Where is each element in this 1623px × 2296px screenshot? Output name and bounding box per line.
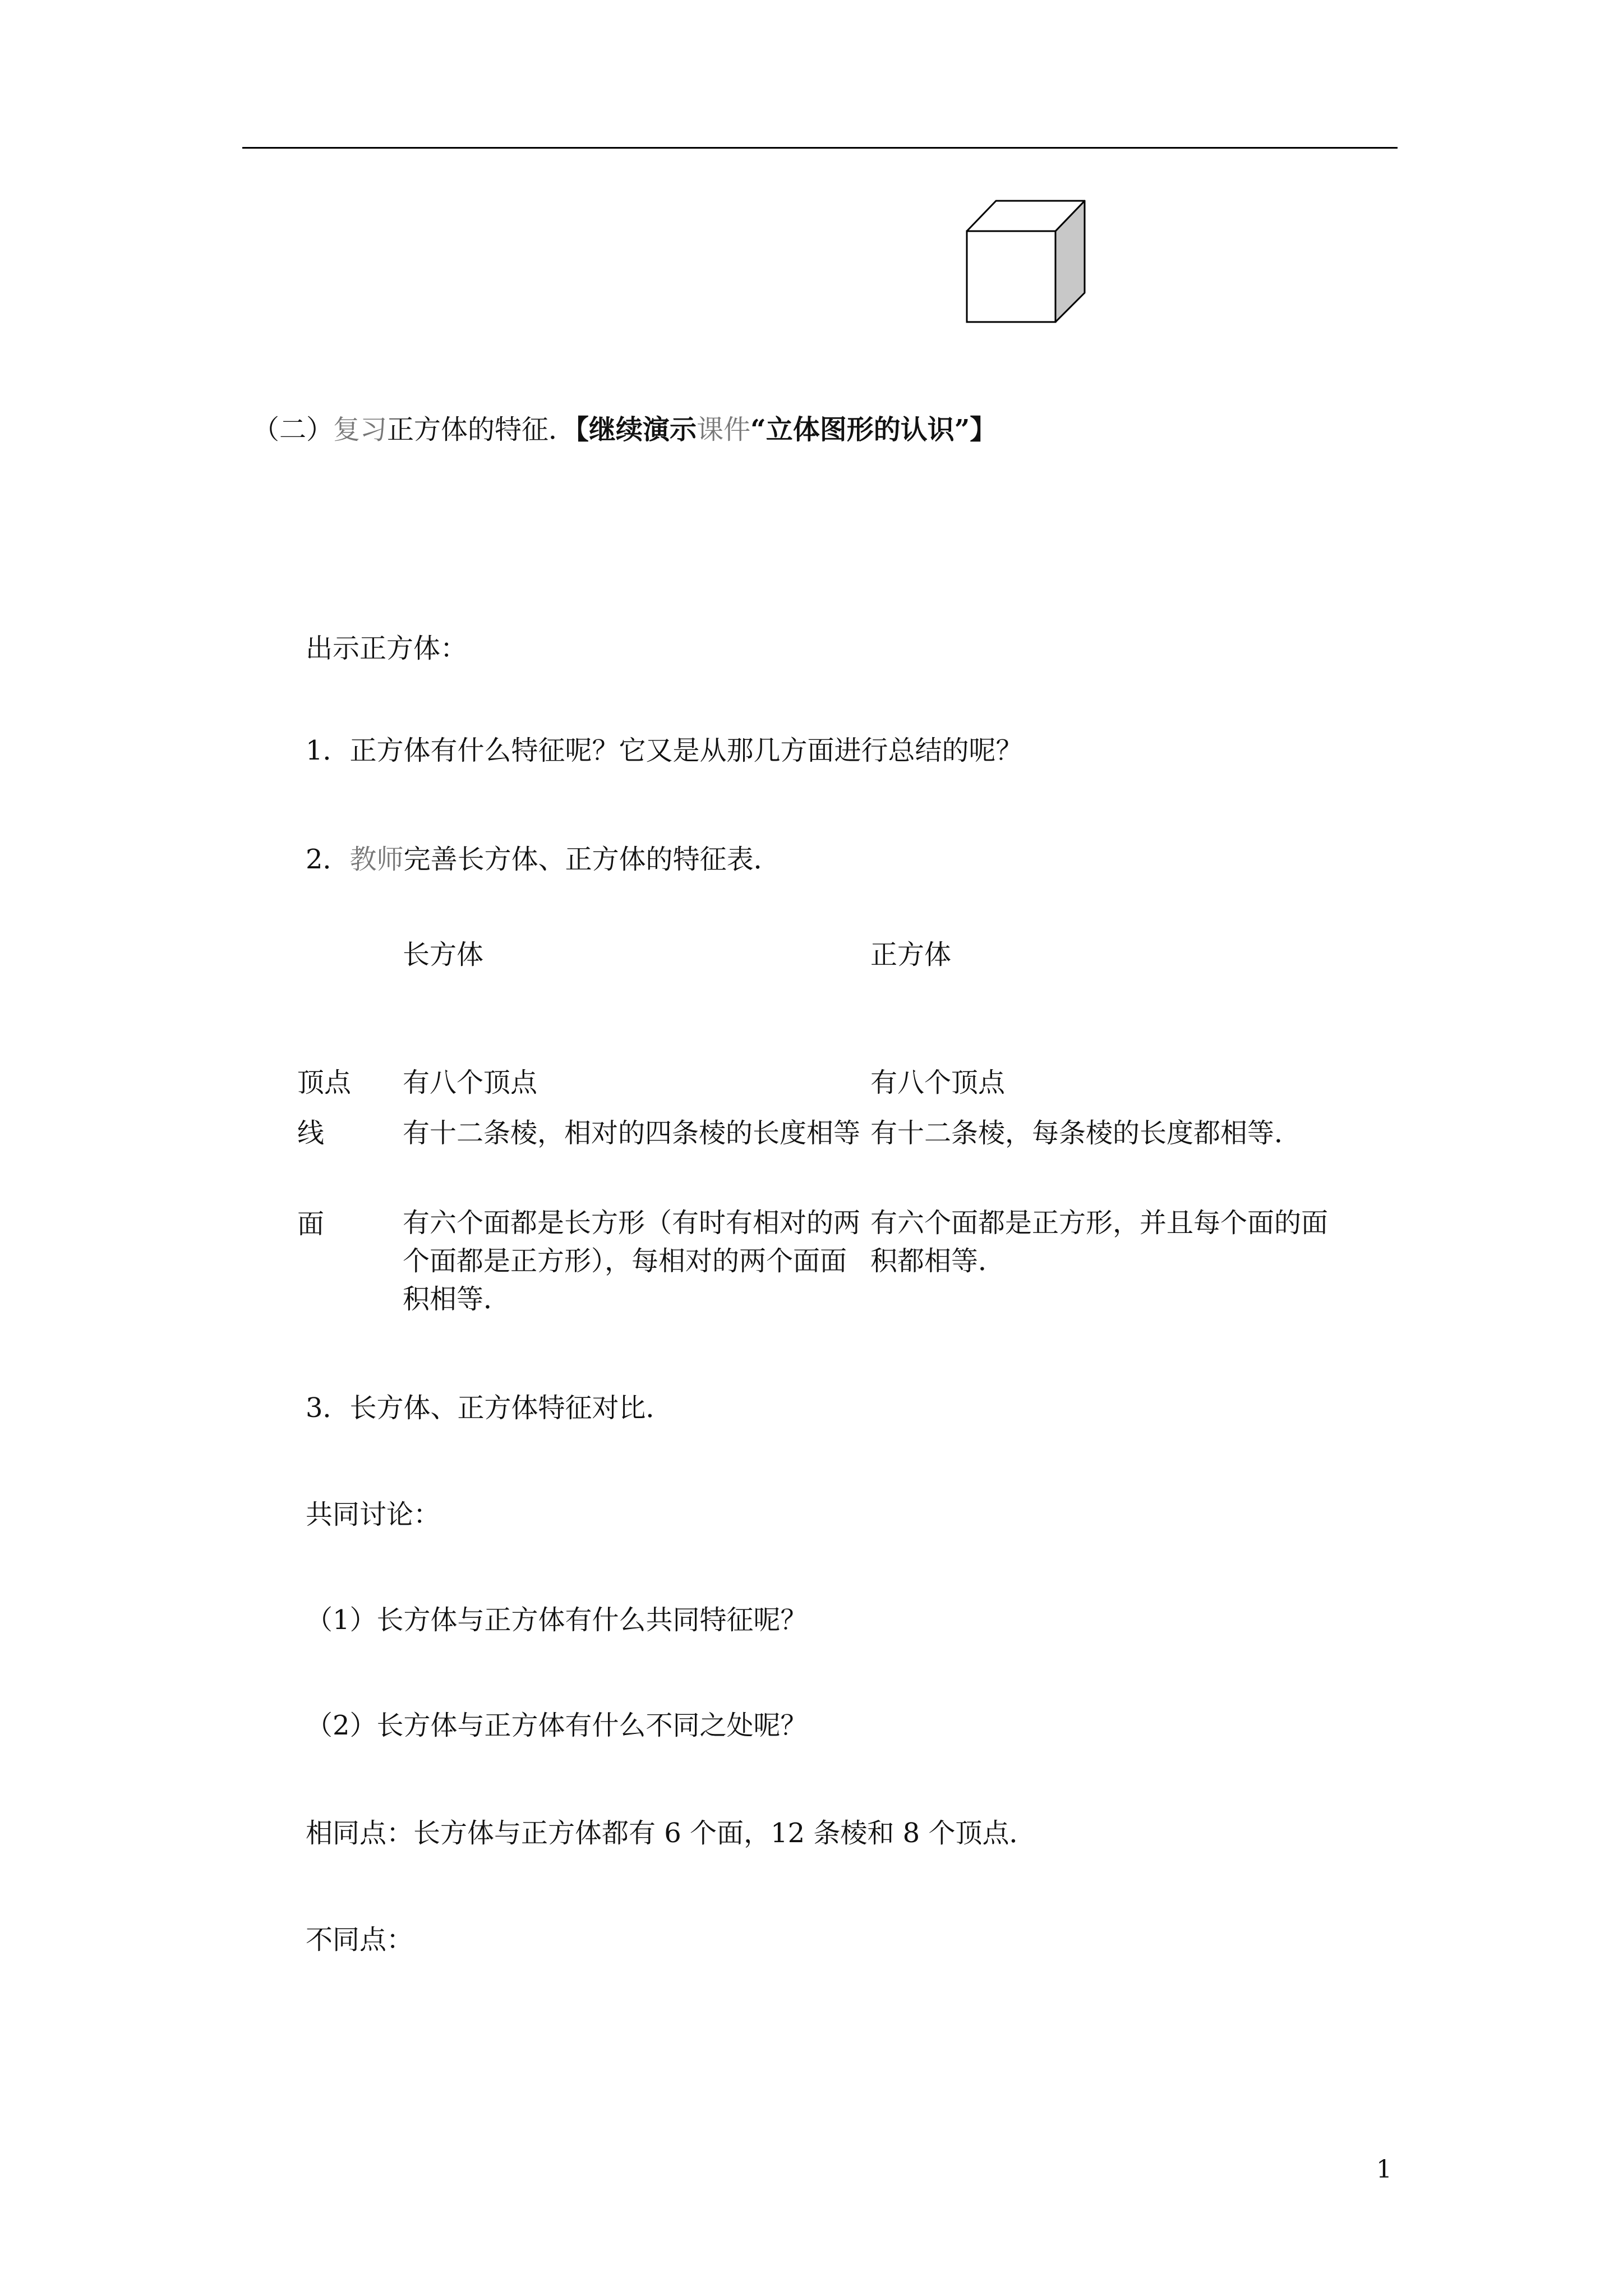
item-2-prefix: 2． [306, 844, 350, 875]
row-label-faces: 面 [297, 1208, 325, 1240]
heading-part-2: 复习 [333, 414, 388, 445]
heading-part-5: 课件 [697, 414, 751, 445]
cube-faces-cell: 有六个面都是正方形，并且每个面的面积都相等． [870, 1207, 1329, 1277]
table-header-cube: 正方体 [870, 939, 952, 970]
cuboid-faces-cell: 有六个面都是长方形（有时有相对的两个面都是正方形），每相对的两个面面积相等． [403, 1207, 861, 1315]
heading-part-4: 【继续演示 [575, 414, 697, 445]
cuboid-edges-cell: 有十二条棱，相对的四条棱的长度相等 [403, 1117, 861, 1149]
cube-figure [960, 196, 1095, 331]
item-3: 3．长方体、正方体特征对比． [306, 1392, 673, 1424]
discussion-question-1: （1）长方体与正方体有什么共同特征呢？ [306, 1604, 808, 1636]
header-rule [242, 147, 1398, 149]
show-cube-text: 出示正方体： [306, 633, 468, 664]
row-label-vertices: 顶点 [297, 1067, 352, 1098]
item-2-rest: 完善长方体、正方体的特征表． [403, 844, 781, 875]
discussion-question-2: （2）长方体与正方体有什么不同之处呢？ [306, 1710, 808, 1741]
heading-part-6: “立体图形的认识”】 [750, 414, 997, 445]
heading-part-1: （二） [252, 414, 334, 445]
page-number: 1 [1376, 2155, 1392, 2184]
table-header-cuboid: 长方体 [403, 939, 484, 970]
cube-vertices-cell: 有八个顶点 [870, 1067, 1006, 1098]
discussion-label: 共同讨论： [306, 1499, 441, 1530]
section-heading [252, 413, 997, 447]
differences-label: 不同点： [306, 1924, 414, 1955]
cuboid-vertices-cell: 有八个顶点 [403, 1067, 538, 1098]
question-1: 1．正方体有什么特征呢？它又是从那几方面进行总结的呢？ [306, 735, 1023, 766]
similarities-text: 相同点：长方体与正方体都有 6 个面，12 条棱和 8 个顶点． [306, 1818, 1036, 1849]
row-label-edges: 线 [297, 1117, 325, 1149]
cube-edges-cell: 有十二条棱，每条棱的长度都相等． [870, 1117, 1302, 1149]
item-2-teacher: 教师 [349, 844, 404, 875]
heading-part-3: 正方体的特征． [387, 414, 576, 445]
item-2 [306, 843, 781, 876]
